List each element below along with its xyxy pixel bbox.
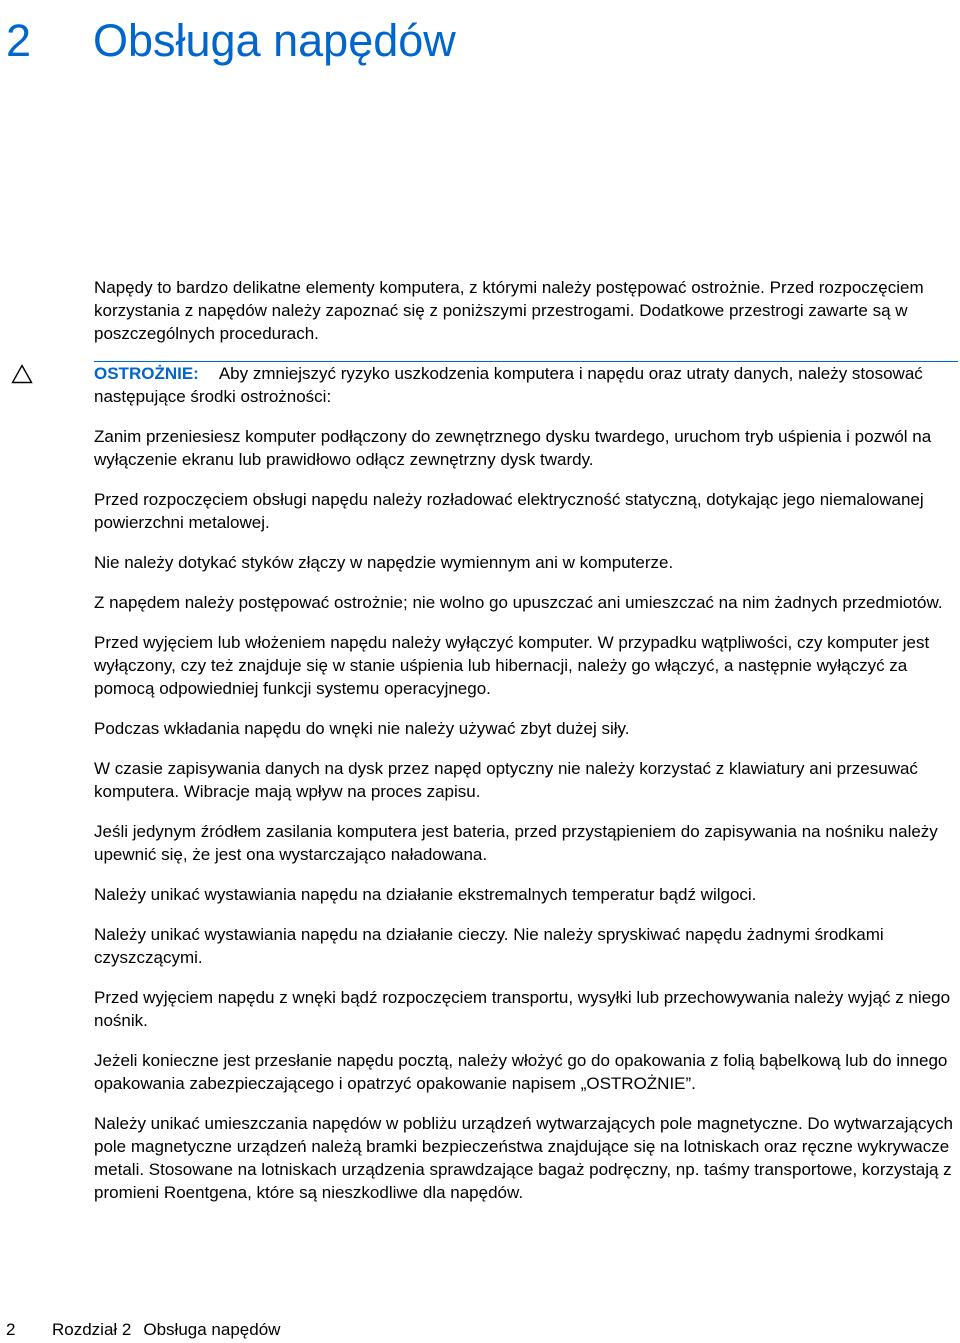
footer-chapter-label: Rozdział 2 xyxy=(52,1320,132,1339)
caution-item: Jeżeli konieczne jest przesłanie napędu pocztą, należy włożyć go do opakowania z folią bąbelkową lub do innego opakowania zabezpieczającego i opatrzyć opakowanie napisem „OSTROŻNIE”. xyxy=(94,1051,948,1093)
caution-item: Należy unikać umieszczania napędów w pobliżu urządzeń wytwarzających pole magnetyczne. Do wytwarzających pole magnetyczne urządzeń należą bramki bezpieczeństwa znajdujące się na lotniskach oraz ręczne wykrywacze metali. Stosowane na lotniskach urządzenia sprawdzające bagaż podręczny, np. taśmy transportowe, korzystają z promieni Roentgena, które są nieszkodliwe dla napędów. xyxy=(94,1114,953,1202)
footer-chapter-title: Obsługa napędów xyxy=(143,1320,281,1339)
caution-item: Przed wyjęciem napędu z wnęki bądź rozpoczęciem transportu, wysyłki lub przechowywania należy wyjąć z niego nośnik. xyxy=(94,988,951,1030)
page-footer xyxy=(6,1317,280,1343)
caution-item: Jeśli jedynym źródłem zasilania komputera jest bateria, przed przystąpieniem do zapisywania na nośniku należy upewnić się, że jest ona wystarczająco naładowana. xyxy=(94,822,938,864)
caution-item: W czasie zapisywania danych na dysk przez napęd optyczny nie należy korzystać z klawiatury ani przesuwać komputera. Wibracje mają wpływ na proces zapisu. xyxy=(94,759,918,801)
caution-item: Z napędem należy postępować ostrożnie; nie wolno go upuszczać ani umieszczać na nim żadnych przedmiotów. xyxy=(94,593,943,612)
chapter-title: Obsługa napędów xyxy=(93,15,456,66)
caution-item: Przed wyjęciem lub włożeniem napędu należy wyłączyć komputer. W przypadku wątpliwości, czy komputer jest wyłączony, czy też znajduje się w stanie uśpienia lub hibernacji, należy go włączyć, a następnie wyłączyć za pomocą odpowiedniej funkcji systemu operacyjnego. xyxy=(94,633,930,698)
caution-text: Aby zmniejszyć ryzyko uszkodzenia komputera i napędu oraz utraty danych, należy stosować następujące środki ostrożności: xyxy=(94,364,923,406)
footer-page-number: 2 xyxy=(6,1320,16,1339)
chapter-number: 2 xyxy=(6,15,32,66)
caution-item: Zanim przeniesiesz komputer podłączony do zewnętrznego dysku twardego, uruchom tryb uśpienia i pozwól na wyłączenie ekranu lub prawidłowo odłącz zewnętrzny dysk twardy. xyxy=(94,427,932,469)
caution-item: Należy unikać wystawiania napędu na działanie cieczy. Nie należy spryskiwać napędu żadnymi środkami czyszczącymi. xyxy=(94,925,884,967)
caution-item: Nie należy dotykać styków złączy w napędzie wymiennym ani w komputerze. xyxy=(94,553,674,572)
intro-paragraph: Napędy to bardzo delikatne elementy komputera, z którymi należy postępować ostrożnie. Przed rozpoczęciem korzystania z napędów należy zapoznać się z poniższymi przestrogami. Dodatkowe przestrogi zawarte są w poszczególnych procedurach. xyxy=(94,278,924,343)
caution-item: Podczas wkładania napędu do wnęki nie należy używać zbyt dużej siły. xyxy=(94,719,630,738)
caution-item: Przed rozpoczęciem obsługi napędu należy rozładować elektryczność statyczną, dotykając jego niemalowanej powierzchni metalowej. xyxy=(94,490,924,532)
caution-item: Należy unikać wystawiania napędu na działanie ekstremalnych temperatur bądź wilgoci. xyxy=(94,885,757,904)
caution-block xyxy=(94,362,956,1221)
caution-intro xyxy=(94,362,956,408)
caution-label: OSTROŻNIE: xyxy=(94,364,199,383)
chapter-heading xyxy=(6,12,456,70)
caution-triangle-icon xyxy=(11,364,33,384)
